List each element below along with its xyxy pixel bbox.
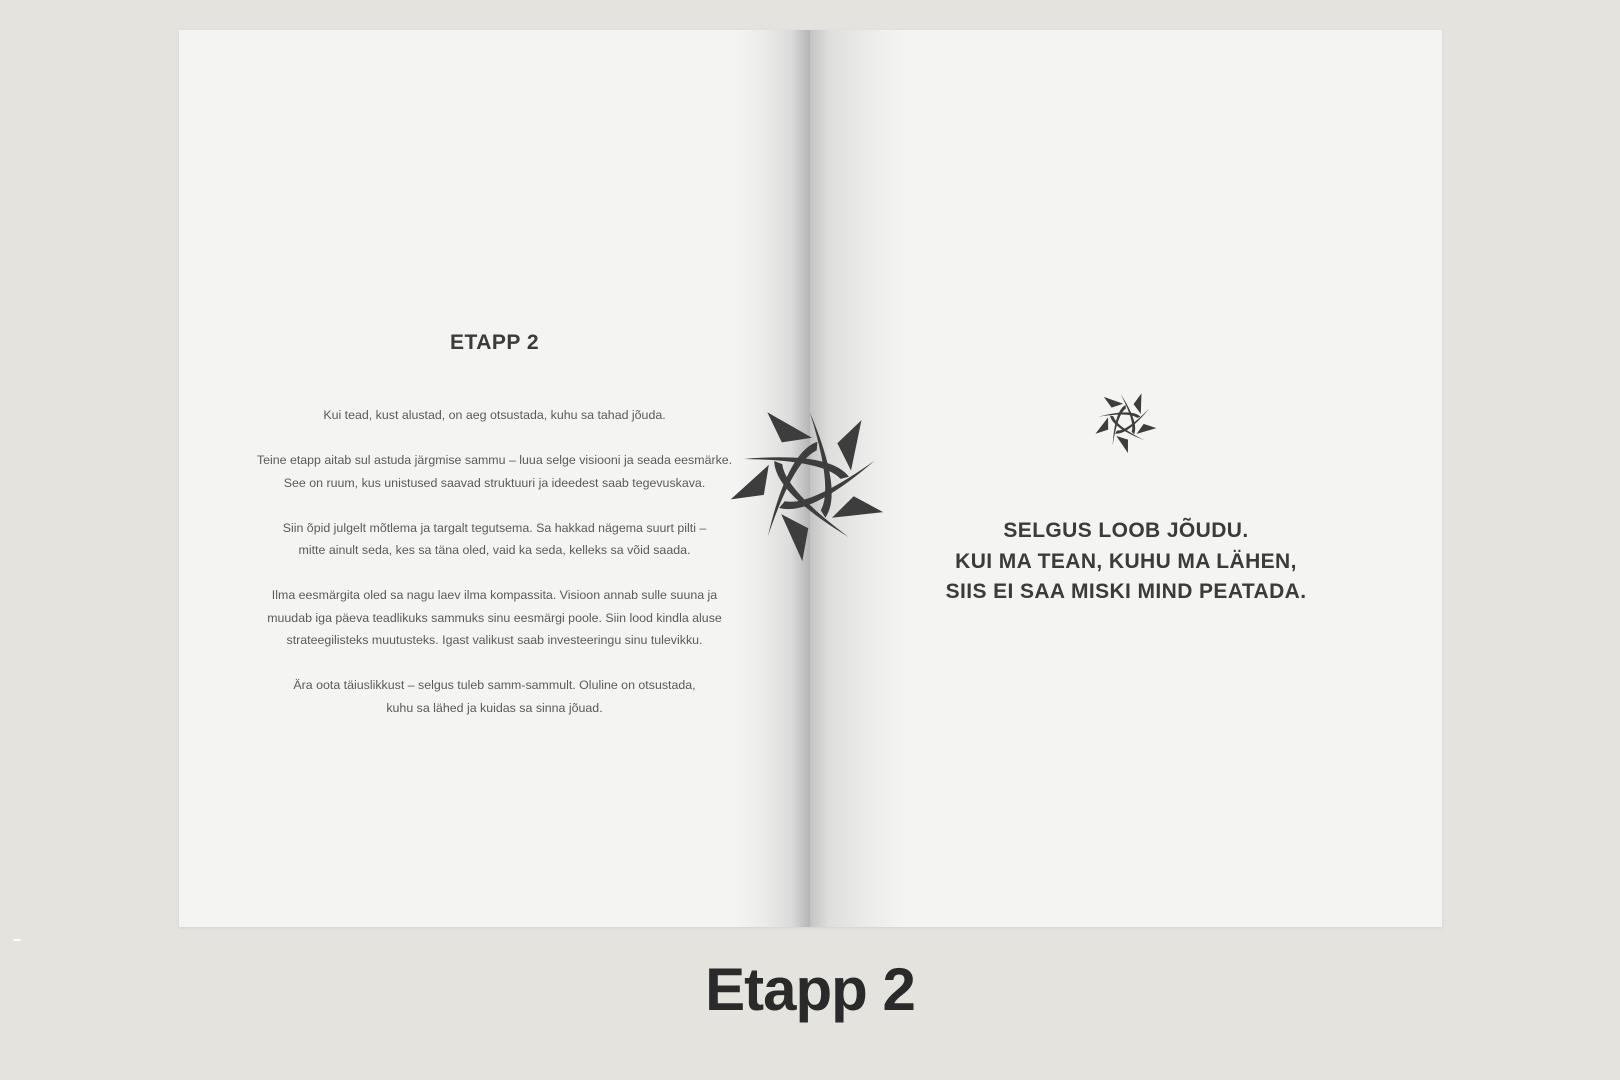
paragraph (219, 404, 770, 427)
paragraph (219, 517, 770, 562)
paragraph (219, 584, 770, 652)
text-line: Siin õpid julgelt mõtlema ja targalt tegutsema. Sa hakkad nägema suurt pilti – (282, 520, 707, 535)
divider (13, 939, 21, 941)
caption-title: Etapp 2 (705, 956, 915, 1023)
text-line: Kui tead, kust alustad, on aeg otsustada, kuhu sa tahad jõuda. (323, 408, 666, 422)
paragraph (219, 674, 770, 719)
quote-line: SELGUS LOOB JÕUDU. (1003, 519, 1249, 542)
quote-line: KUI MA TEAN, KUHU MA LÄHEN, (955, 549, 1297, 573)
page-title: ETAPP 2 (449, 331, 540, 354)
paragraph (219, 449, 770, 494)
pinwheel-star-icon (704, 376, 914, 586)
text-line: mitte ainult seda, kes sa täna oled, vaid ka seda, kelleks sa võid saada. (298, 543, 691, 557)
text-line: Ära oota täiuslikkust – selgus tuleb samm-sammult. Oluline on otsustada, (293, 678, 696, 692)
text-line: strateegilisteks muutusteks. Igast valikust saab investeeringu sinu tulevikku. (286, 633, 703, 647)
text-line: See on ruum, kus unistused saavad struktuuri ja ideedest saab tegevuskava. (283, 475, 706, 490)
text-line: muudab iga päeva teadlikuks sammuks sinu eesmärgi poole. Siin lood kindla aluse (267, 610, 722, 625)
body-text (219, 404, 770, 742)
quote-line: SIIS EI SAA MISKI MIND PEATADA. (945, 580, 1307, 603)
text-line: kuhu sa lähed ja kuidas sa sinna jõuad. (386, 700, 603, 715)
text-line: Ilma eesmärgita oled sa nagu laev ilma kompassita. Visioon annab sulle suuna ja (271, 588, 718, 602)
pinwheel-star-icon (1083, 379, 1167, 463)
text-line: Teine etapp aitab sul astuda järgmise sammu – luua selge visiooni ja seada eesmärke. (256, 453, 733, 467)
